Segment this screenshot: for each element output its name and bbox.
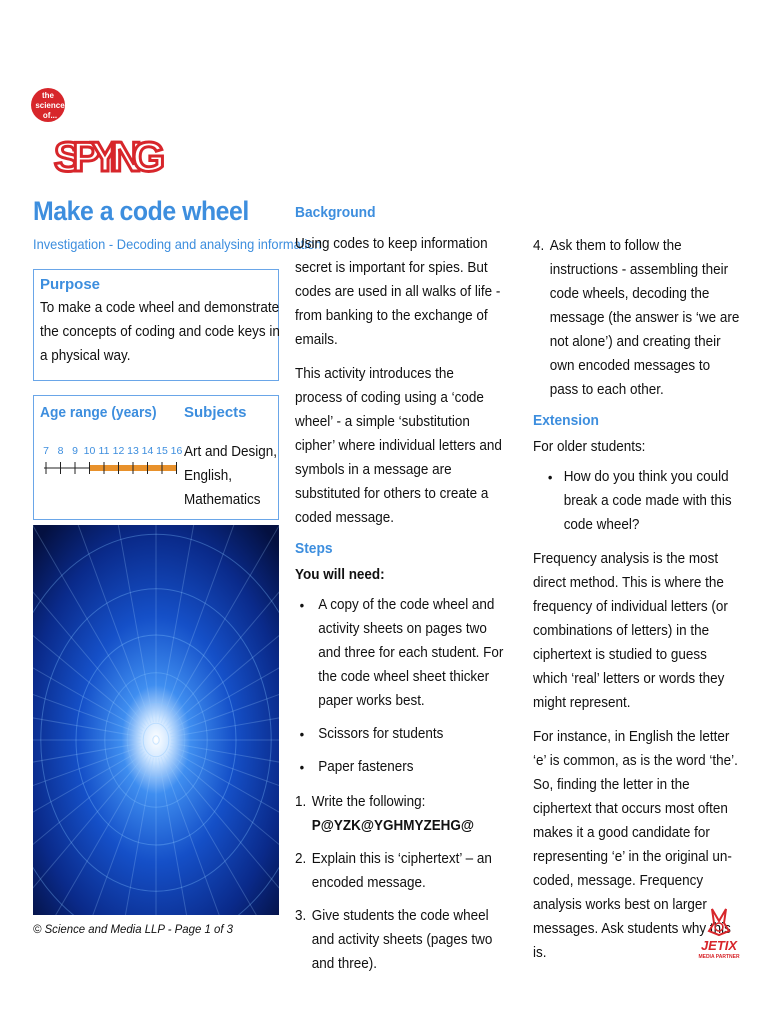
age-tick-label: 11 <box>98 445 110 457</box>
steps-heading: Steps <box>295 540 333 557</box>
age-range-scale <box>42 444 182 489</box>
you-will-need-label: You will need: <box>295 567 385 583</box>
subject-item: English, <box>184 468 232 484</box>
age-tick-label: 7 <box>43 445 49 457</box>
background-heading: Background <box>295 204 376 221</box>
extension-paragraph: Frequency analysis is the most direct method. This is where the frequency of individual letters (or combinations of letters) in the ciphertext is studied to guess which ‘real’ letters or words they might represent. <box>533 551 728 711</box>
purpose-text: To make a code wheel and demonstrate the concepts of coding and code keys in a physical way. <box>40 300 280 364</box>
page-subtitle: Investigation - Decoding and analysing information <box>33 236 322 252</box>
subjects-heading: Subjects <box>184 404 247 421</box>
jetix-logo <box>694 905 744 965</box>
jetix-tag: MEDIA PARTNER <box>698 954 740 960</box>
needs-list-item: • Paper fasteners <box>299 759 414 775</box>
page-title: Make a code wheel <box>33 196 249 226</box>
science-of-spying-logo <box>30 85 170 185</box>
step-item: 3. Give students the code wheel and activity sheets (pages two and three). <box>295 908 493 972</box>
digital-tunnel-image <box>33 525 279 915</box>
logo-line2: science <box>35 101 65 110</box>
age-tick-label: 12 <box>112 445 125 457</box>
background-paragraph: This activity introduces the process of coding using a ‘code wheel’ - a simple ‘substitution cipher’ where individual letters and symbols in a message are substituted for others to create a coded message. <box>295 366 502 526</box>
age-tick-label: 9 <box>72 445 78 457</box>
extension-bullet: • How do you think you could break a code made with this code wheel? <box>547 469 732 533</box>
age-tick-label: 16 <box>170 445 182 457</box>
purpose-box <box>33 269 279 381</box>
footer-copyright: © Science and Media LLP - Page 1 of 3 <box>33 922 234 936</box>
jetix-name: JETIX <box>700 938 738 953</box>
logo-line1: the <box>42 91 54 100</box>
subject-item: Art and Design, <box>184 444 277 460</box>
background-paragraph: Using codes to keep information secret is important for spies. But codes are used in all walks of life - from banking to the exchange of emails. <box>295 236 501 348</box>
extension-heading: Extension <box>533 412 599 429</box>
step-item: 4. Ask them to follow the instructions - assembling their code wheels, decoding the message (the answer is ‘we are not alone’) and creating their own encoded messages to pass to each other. <box>533 238 740 398</box>
age-tick-label: 8 <box>57 445 64 457</box>
age-range-heading: Age range (years) <box>40 404 157 421</box>
logo-line3: of... <box>42 111 58 120</box>
age-tick-label: 13 <box>127 445 139 457</box>
column-background-steps <box>295 204 520 976</box>
ciphertext-code: P@YZK@YGHMYZEHG@ <box>311 818 475 834</box>
step-item: 2. Explain this is ‘ciphertext’ – an encoded message. <box>295 851 492 891</box>
needs-list-item: • A copy of the code wheel and activity sheets on pages two and three for each student. For the code wheel sheet thicker paper works best. <box>299 597 504 709</box>
column-steps-extension <box>533 234 758 965</box>
subjects-list <box>184 440 277 512</box>
extension-paragraph: For instance, in English the letter ‘e’ is common, as is the word ‘the’. So, finding the letter in the ciphertext that occurs most often makes it a good candidate for representing ‘e’ in the original un-coded, message. Frequency analysis works best on larger messages. Ask students why this is. <box>533 729 738 961</box>
age-subjects-box <box>33 395 279 520</box>
subject-item: Mathematics <box>184 492 261 508</box>
step-item: 1. Write the following: <box>295 794 426 810</box>
needs-list-item: • Scissors for students <box>299 726 444 742</box>
age-tick-label: 10 <box>83 445 96 457</box>
age-tick-label: 14 <box>141 445 154 457</box>
logo-word: SPYING <box>54 133 166 180</box>
purpose-heading: Purpose <box>40 276 101 293</box>
age-tick-label: 15 <box>156 445 168 457</box>
extension-intro: For older students: <box>533 439 646 455</box>
